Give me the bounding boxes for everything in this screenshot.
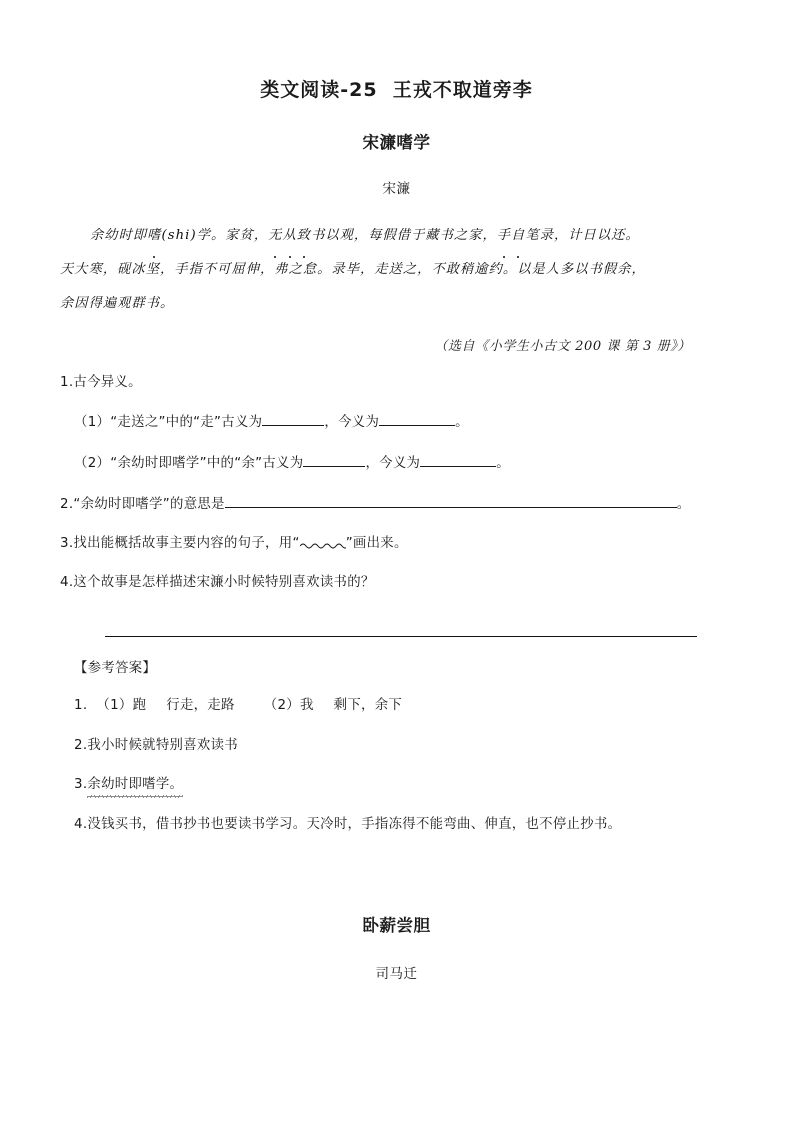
answer-1-number: 1. (74, 698, 88, 714)
answer-2-number: 2. (74, 737, 88, 753)
question-1 (60, 354, 733, 393)
answer-3-text: 余幼时即嗜学。 (87, 775, 183, 794)
question-2-prefix: “余幼时即嗜学”的意思是 (73, 496, 225, 512)
question-1-sub-1-suffix: 。 (455, 415, 469, 431)
question-1-text: 古今异义。 (73, 374, 142, 390)
article-body-line-3: 余因得遍观群书。 (60, 295, 175, 311)
answer-4 (60, 795, 733, 834)
question-3-suffix: ”画出来。 (345, 535, 408, 551)
answer-blank-modern-2[interactable] (420, 453, 496, 467)
answer-1 (60, 676, 733, 715)
question-2-suffix: 。 (676, 496, 691, 512)
answer-1-part2-label: （2） (263, 698, 300, 714)
question-2-number: 2. (60, 496, 74, 512)
answer-3 (60, 755, 733, 794)
question-1-sub-1 (60, 392, 733, 433)
article-body-line-2: 天大寒，砚冰坚，手指不可屈伸，弗之怠。录毕，走送之，不敢稍逾约。以是人多以书假余， (60, 261, 646, 277)
answer-2-text: 我小时候就特别喜欢读书 (87, 737, 238, 753)
question-4-text: 这个故事是怎样描述宋濂小时候特别喜欢读书的？ (73, 574, 375, 590)
answer-3-number: 3. (74, 777, 88, 793)
question-1-sub-1-number: （1） (74, 415, 111, 431)
question-3-prefix: 找出能概括故事主要内容的句子，用“ (73, 535, 300, 551)
answer-1-part1-label: （1） (96, 698, 133, 714)
question-1-number: 1. (60, 374, 74, 390)
next-article-heading: 卧薪尝胆 (362, 916, 431, 936)
next-article-author: 司马迁 (375, 966, 418, 983)
answer-blank-ancient-2[interactable] (303, 453, 365, 467)
question-1-sub-2 (60, 433, 733, 474)
article-body (60, 197, 733, 321)
question-3-number: 3. (60, 535, 74, 551)
answer-1-part1-ancient: 跑 (132, 698, 147, 714)
answer-4-text: 没钱买书，借书抄书也要读书学习。天冷时，手指冻得不能弯曲、伸直，也不停止抄书。 (87, 816, 622, 832)
question-1-sub-1-prefix: “走送之”中的“走”古义为 (110, 415, 263, 431)
question-1-sub-1-middle: ，今义为 (324, 415, 380, 431)
answer-4-number: 4. (74, 816, 88, 832)
question-2 (60, 474, 733, 515)
question-1-sub-2-number: （2） (74, 456, 111, 472)
wavy-line-icon (300, 537, 346, 549)
answer-blank-modern-1[interactable] (379, 412, 455, 426)
answer-2 (60, 716, 733, 755)
question-4 (60, 554, 733, 593)
page-title: 类文阅读-25 王戎不取道旁李 (260, 79, 533, 101)
answer-blank-meaning[interactable] (225, 494, 677, 508)
article-body-line-1 (60, 219, 733, 253)
article-line-text: 余幼时即嗜(shi)学。家贫，无从致书以观，每假借于藏书之家，手自笔录，计日以还。 (90, 228, 640, 243)
answers-heading: 【参考答案】 (74, 661, 157, 677)
article-source: （选自《小学生小古文 200 课 第 3 册》） (434, 338, 691, 354)
question-3 (60, 515, 733, 554)
question-1-sub-2-middle: ，今义为 (365, 456, 421, 472)
question-1-sub-2-suffix: 。 (496, 456, 510, 472)
article-author: 宋濂 (382, 180, 411, 197)
question-1-sub-2-prefix: “余幼时即嗜学”中的“余”古义为 (110, 456, 304, 472)
article-heading: 宋濂嗜学 (362, 132, 431, 152)
answer-1-part1-modern: 行走，走路 (166, 698, 235, 714)
answer-1-part2-modern: 剩下，余下 (333, 698, 403, 714)
question-4-number: 4. (60, 574, 74, 590)
answer-blank-ancient-1[interactable] (262, 412, 324, 426)
answer-1-part2-ancient: 我 (299, 698, 314, 714)
